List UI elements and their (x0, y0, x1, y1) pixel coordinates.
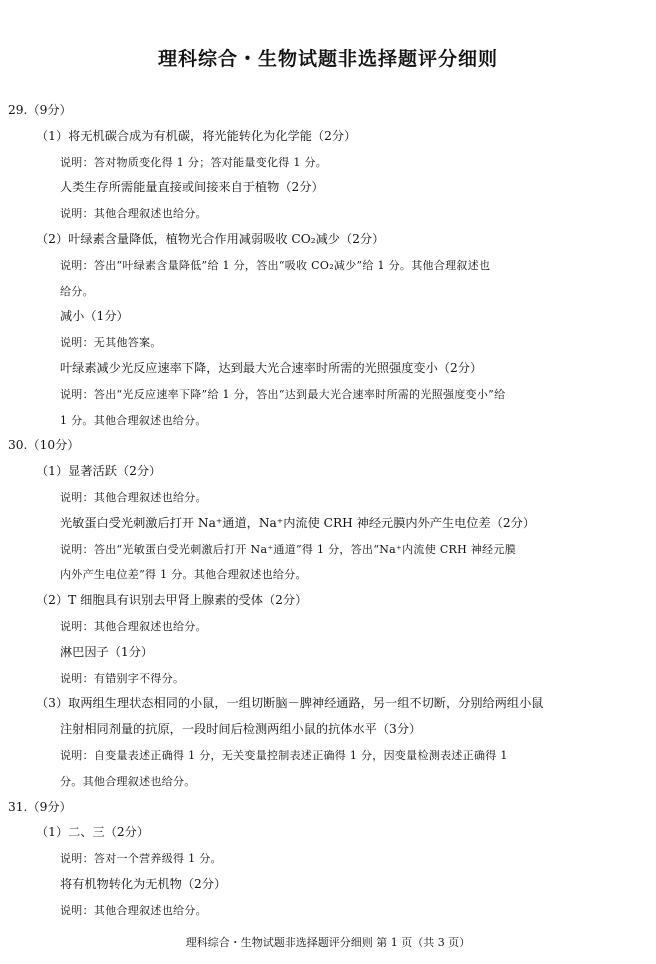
scoring-note: 说明：其他合理叙述也给分。 (60, 903, 207, 917)
scoring-note: 说明：自变量表述正确得 1 分，无关变量控制表述正确得 1 分，因变量检测表述正确得 1 (60, 748, 508, 762)
answer-line: 人类生存所需能量直接或间接来自于植物（2分） (60, 180, 324, 195)
answer-line: 减小（1分） (60, 309, 129, 324)
answer-line: （2）T 细胞具有识别去甲肾上腺素的受体（2分） (36, 593, 308, 608)
question-number: 30.（10分） (8, 438, 80, 453)
page-footer: 理科综合・生物试题非选择题评分细则 第 1 页（共 3 页） (185, 936, 471, 949)
scoring-note: 说明：答出“光敏蛋白受光刺激后打开 Na⁺通道”得 1 分，答出“Na⁺内流使 CRH 神经元膜 (60, 542, 517, 556)
scoring-note: 说明：答出“叶绿素含量降低”给 1 分，答出“吸收 CO₂减少”给 1 分。其他合理叙述也 (60, 258, 491, 272)
scoring-note: 说明：有错别字不得分。 (60, 671, 185, 685)
answer-line: （1）二、三（2分） (36, 825, 150, 840)
scoring-note: 分。其他合理叙述也给分。 (60, 774, 196, 788)
document-body (8, 98, 636, 924)
scoring-note: 1 分。其他合理叙述也给分。 (60, 413, 207, 427)
scoring-note: 说明：其他合理叙述也给分。 (60, 207, 207, 221)
answer-line: （1）显著活跃（2分） (36, 464, 162, 479)
scoring-note: 说明：答对物质变化得 1 分；答对能量变化得 1 分。 (60, 155, 328, 169)
scoring-note: 说明：答出“光反应速率下降”给 1 分，答出“达到最大光合速率时所需的光照强度变小”给 (60, 387, 506, 401)
answer-line: 淋巴因子（1分） (60, 644, 154, 659)
scoring-note: 说明：其他合理叙述也给分。 (60, 490, 207, 504)
answer-line: 将有机物转化为无机物（2分） (60, 876, 227, 891)
answer-line: （2）叶绿素含量降低，植物光合作用减弱吸收 CO₂减少（2分） (36, 231, 385, 246)
answer-line: 光敏蛋白受光刺激后打开 Na⁺通道，Na⁺内流使 CRH 神经元膜内外产生电位差（2分） (60, 515, 536, 530)
scoring-note: 说明：无其他答案。 (60, 336, 162, 350)
scoring-note: 说明：答对一个营养级得 1 分。 (60, 852, 222, 866)
answer-line: 注射相同剂量的抗原，一段时间后检测两组小鼠的抗体水平（3分） (60, 722, 422, 737)
page-title: 理科综合・生物试题非选择题评分细则 (157, 48, 498, 70)
scoring-note: 内外产生电位差”得 1 分。其他合理叙述也给分。 (60, 568, 307, 582)
question-number: 31.（9分） (8, 799, 72, 814)
scoring-note: 给分。 (60, 284, 94, 298)
scoring-note: 说明：其他合理叙述也给分。 (60, 619, 207, 633)
answer-line: （3）取两组生理状态相同的小鼠，一组切断脑－脾神经通路，另一组不切断，分别给两组小鼠 (36, 696, 544, 711)
question-number: 29.（9分） (8, 103, 72, 117)
answer-line: （1）将无机碳合成为有机碳，将光能转化为化学能（2分） (36, 128, 357, 143)
answer-line: 叶绿素减少光反应速率下降，达到最大光合速率时所需的光照强度变小（2分） (60, 360, 483, 375)
